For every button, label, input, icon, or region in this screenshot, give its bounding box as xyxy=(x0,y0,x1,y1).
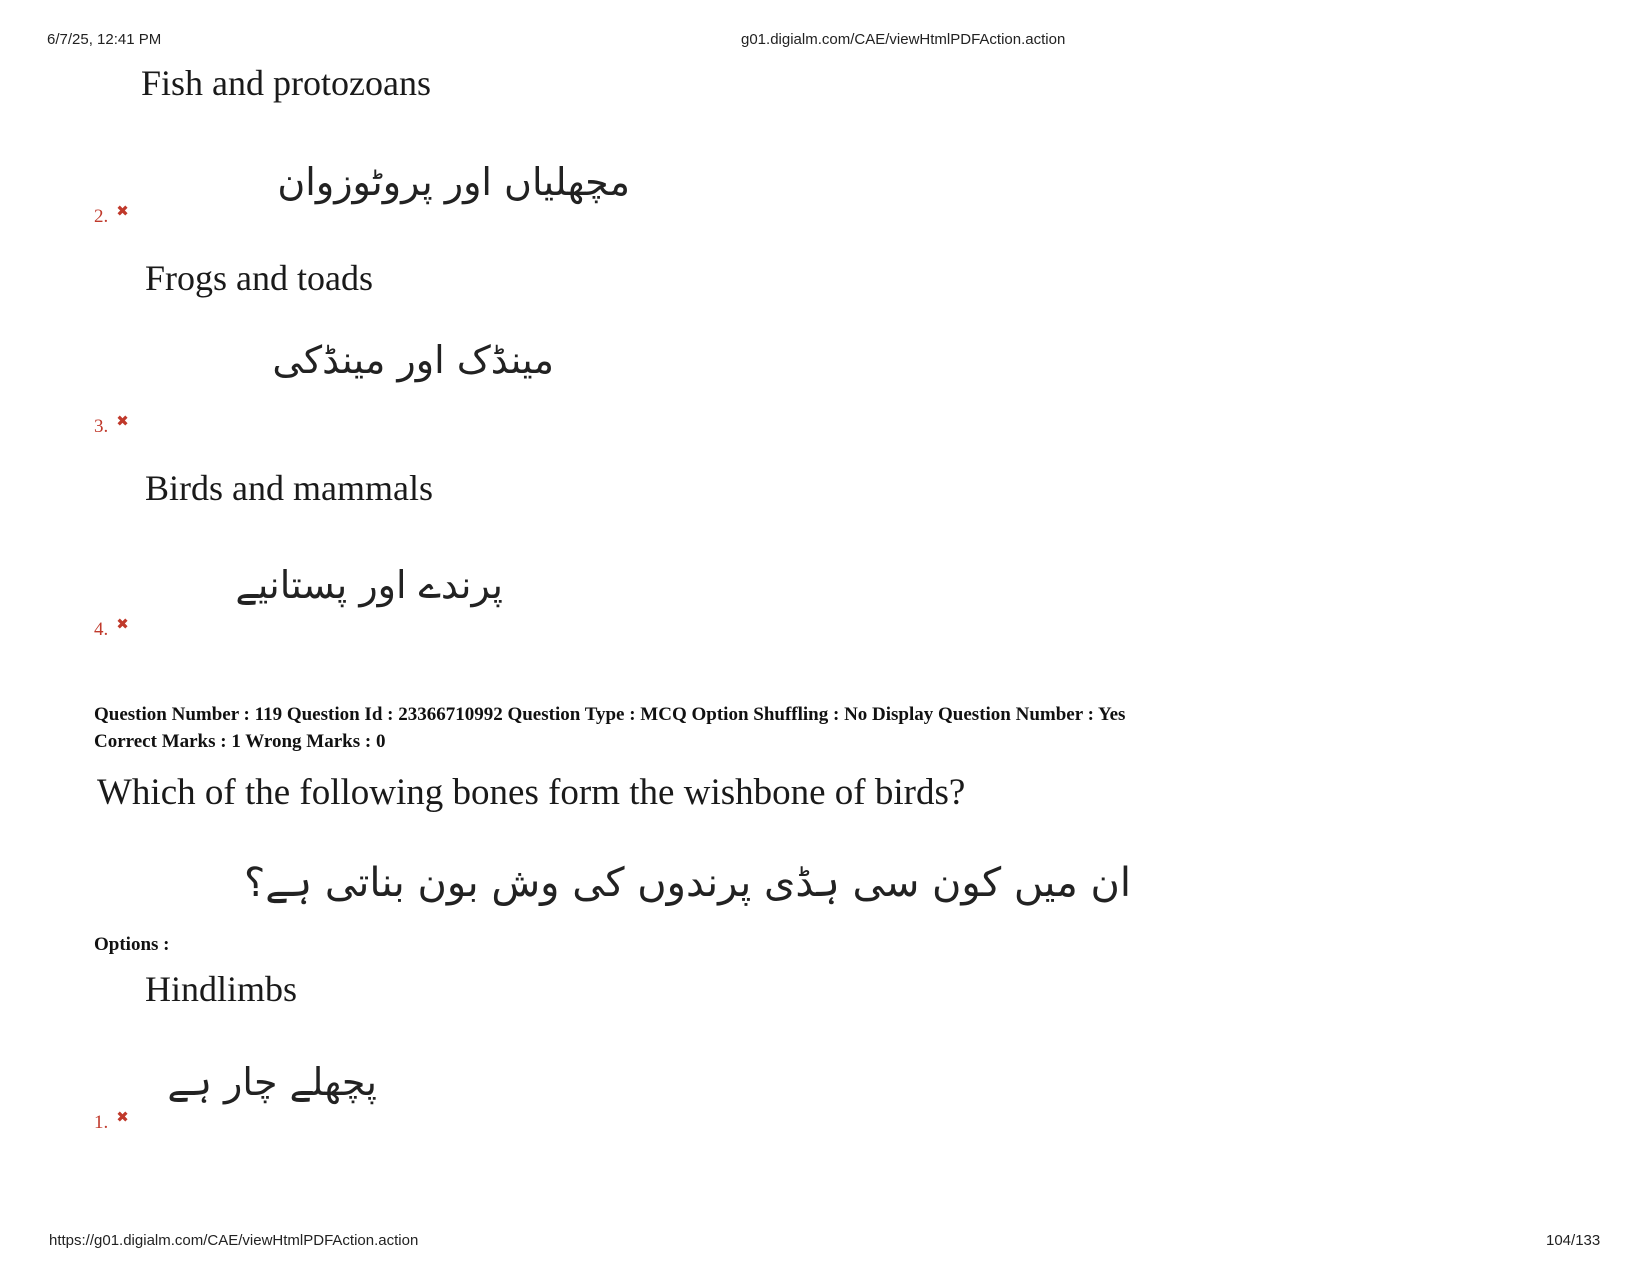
page-number: 104/133 xyxy=(1546,1232,1601,1249)
question-meta-line-2: Correct Marks : 1 Wrong Marks : 0 xyxy=(94,731,386,752)
option-english-text: Birds and mammals xyxy=(145,468,433,508)
print-footer-url: https://g01.digialm.com/CAE/viewHtmlPDFAction.action xyxy=(49,1232,419,1249)
option-number xyxy=(94,412,129,438)
option-number xyxy=(94,615,129,641)
option-english-text: Fish and protozoans xyxy=(141,63,431,103)
option-number xyxy=(94,202,129,228)
wrong-mark-icon: ✖ xyxy=(116,414,129,430)
option-number-label: 3. xyxy=(94,416,109,437)
option-number-label: 4. xyxy=(94,619,109,640)
question-text-english: Which of the following bones form the wishbone of birds? xyxy=(97,772,966,813)
option-number xyxy=(94,1108,129,1134)
option-number-label: 2. xyxy=(94,206,109,227)
options-label: Options : xyxy=(94,934,170,955)
question-text-urdu: ان میں کون سی ہڈی پرندوں کی وش بون بناتی ہے؟ xyxy=(244,860,1131,906)
wrong-mark-icon: ✖ xyxy=(116,617,129,633)
print-datetime: 6/7/25, 12:41 PM xyxy=(47,31,162,48)
option-urdu-text: مینڈک اور مینڈکی xyxy=(272,338,554,382)
option-urdu-text: پچھلے چار ہے xyxy=(167,1060,377,1104)
option-english-text: Hindlimbs xyxy=(145,969,298,1009)
wrong-mark-icon: ✖ xyxy=(116,204,129,220)
print-header-url: g01.digialm.com/CAE/viewHtmlPDFAction.action xyxy=(741,31,1066,48)
wrong-mark-icon: ✖ xyxy=(116,1110,129,1126)
option-urdu-text: مچھلیاں اور پروٹوزوان xyxy=(277,160,630,204)
option-number-label: 1. xyxy=(94,1112,109,1133)
question-meta-line-1: Question Number : 119 Question Id : 23366710992 Question Type : MCQ Option Shuffling : No Display Question Number : Yes xyxy=(94,704,1126,725)
option-english-text: Frogs and toads xyxy=(145,258,373,298)
option-urdu-text: پرندے اور پستانیے xyxy=(235,563,503,607)
